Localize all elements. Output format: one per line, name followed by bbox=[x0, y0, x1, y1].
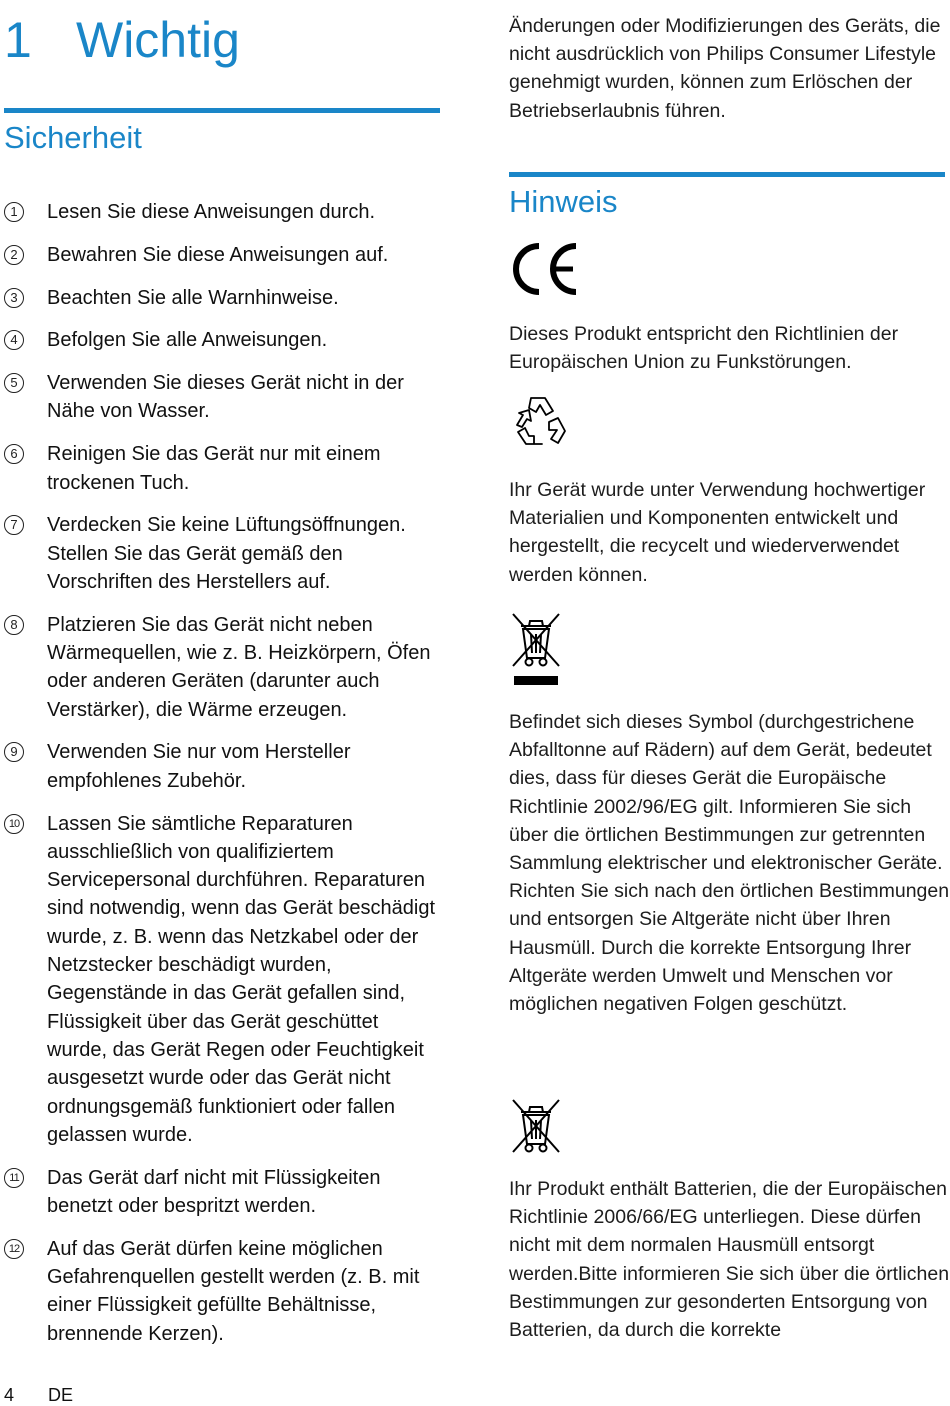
chapter-divider bbox=[4, 108, 440, 113]
list-item bbox=[4, 198, 442, 226]
chapter-title: Wichtig bbox=[76, 12, 240, 68]
item-text: Befolgen Sie alle Anweisungen. bbox=[47, 329, 328, 352]
list-item bbox=[4, 369, 442, 426]
list-item bbox=[4, 511, 442, 596]
battery-disposal-paragraph: Ihr Produkt enthält Batterien, die der Europäischen Richtlinie 2006/66/EG unterliegen. Diese dürfen nicht mit dem normalen Hausmüll entsorgt werden.Bitte informieren Sie sich über die örtlichen Bestimmungen zur gesonderten Entsorgung von Batterien, da durch die korrekte bbox=[509, 1178, 950, 1342]
item-text: Verwenden Sie nur vom Hersteller empfohlenes Zubehör. bbox=[47, 741, 351, 792]
item-number: 7 bbox=[4, 515, 24, 535]
list-item bbox=[4, 440, 442, 497]
crossed-out-wheelie-bin-icon bbox=[509, 1096, 563, 1156]
item-number: 11 bbox=[4, 1168, 24, 1188]
list-item bbox=[4, 326, 442, 354]
modification-warning-paragraph: Änderungen oder Modifizierungen des Geräts, die nicht ausdrücklich von Philips Consumer Lifestyle genehmigt wurden, können zum Erlöschen der Betriebserlaubnis führen. bbox=[509, 15, 941, 122]
item-text: Platzieren Sie das Gerät nicht neben Wärmequellen, wie z. B. Heizkörpern, Öfen oder anderen Geräten (darunter auch Verstärker), die Wärme erzeugen. bbox=[47, 613, 431, 721]
section-title-sicherheit: Sicherheit bbox=[4, 120, 142, 155]
item-text: Lesen Sie diese Anweisungen durch. bbox=[47, 201, 376, 223]
ce-compliance-paragraph: Dieses Produkt entspricht den Richtlinien der Europäischen Union zu Funkstörungen. bbox=[509, 323, 899, 374]
ce-mark-icon bbox=[509, 240, 581, 298]
item-number: 9 bbox=[4, 742, 24, 762]
chapter-heading bbox=[4, 10, 240, 70]
list-item bbox=[4, 1235, 442, 1348]
item-number: 10 bbox=[4, 814, 24, 834]
item-number: 2 bbox=[4, 245, 24, 265]
list-item bbox=[4, 241, 442, 269]
list-item bbox=[4, 810, 442, 1150]
item-number: 5 bbox=[4, 373, 24, 393]
hinweis-divider bbox=[509, 172, 945, 177]
list-item bbox=[4, 284, 442, 312]
item-number: 4 bbox=[4, 330, 24, 350]
chapter-number: 1 bbox=[4, 12, 32, 68]
item-number: 1 bbox=[4, 202, 24, 222]
item-text: Auf das Gerät dürfen keine möglichen Gefahrenquellen gestellt werden (z. B. mit einer Flüssigkeit gefüllte Behältnisse, brennende Kerzen). bbox=[47, 1237, 420, 1345]
item-number: 12 bbox=[4, 1239, 24, 1259]
crossed-out-wheelie-bin-icon bbox=[509, 610, 563, 688]
language-code: DE bbox=[48, 1385, 74, 1405]
item-number: 8 bbox=[4, 615, 24, 635]
list-item bbox=[4, 1164, 442, 1221]
item-text: Reinigen Sie das Gerät nur mit einem trockenen Tuch. bbox=[47, 443, 381, 494]
recycle-icon bbox=[509, 392, 569, 450]
recycling-paragraph: Ihr Gerät wurde unter Verwendung hochwertiger Materialien und Komponenten entwickelt und hergestellt, die recycelt und wiederverwendet werden können. bbox=[509, 479, 926, 586]
item-text: Beachten Sie alle Warnhinweise. bbox=[47, 286, 339, 309]
page-number: 4 bbox=[4, 1385, 15, 1405]
weee-disposal-paragraph: Befindet sich dieses Symbol (durchgestrichene Abfalltonne auf Rädern) auf dem Gerät, bedeutet dies, dass für dieses Gerät die Europäische Richtlinie 2002/96/EG gilt. Informieren Sie sich über die örtlichen Bestimmungen zur getrennten Sammlung elektrischer und elektronischer Geräte. Richten Sie sich nach den örtlichen Bestimmungen und entsorgen Sie Altgeräte nicht über Ihren Hausmüll. Durch die korrekte Entsorgung Ihrer Altgeräte werden Umwelt und Menschen vor möglichen negativen Folgen geschützt. bbox=[509, 711, 950, 1016]
item-text: Verdecken Sie keine Lüftungsöffnungen. Stellen Sie das Gerät gemäß den Vorschriften des Herstellers auf. bbox=[47, 514, 406, 593]
item-text: Verwenden Sie dieses Gerät nicht in der Nähe von Wasser. bbox=[47, 372, 404, 423]
item-text: Bewahren Sie diese Anweisungen auf. bbox=[47, 243, 389, 266]
list-item bbox=[4, 738, 442, 795]
list-item bbox=[4, 611, 442, 724]
item-text: Das Gerät darf nicht mit Flüssigkeiten benetzt oder bespritzt werden. bbox=[47, 1166, 381, 1217]
item-number: 3 bbox=[4, 288, 24, 308]
safety-instructions-list bbox=[4, 198, 442, 1362]
item-number: 6 bbox=[4, 444, 24, 464]
section-title-hinweis: Hinweis bbox=[509, 184, 618, 219]
item-text: Lassen Sie sämtliche Reparaturen ausschließlich von qualifiziertem Servicepersonal durchführen. Reparaturen sind notwendig, wenn das Gerät beschädigt wurde, z. B. wenn das Netzkabel oder der Netzstecker beschädigt wurden, Gegenstände in das Gerät gefallen sind, Flüssigkeit über das Gerät geschüttet wurde, das Gerät Regen oder Feuchtigkeit ausgesetzt wurde oder das Gerät nicht ordnungsgemäß funktioniert oder fallen gelassen wurde. bbox=[47, 812, 436, 1146]
